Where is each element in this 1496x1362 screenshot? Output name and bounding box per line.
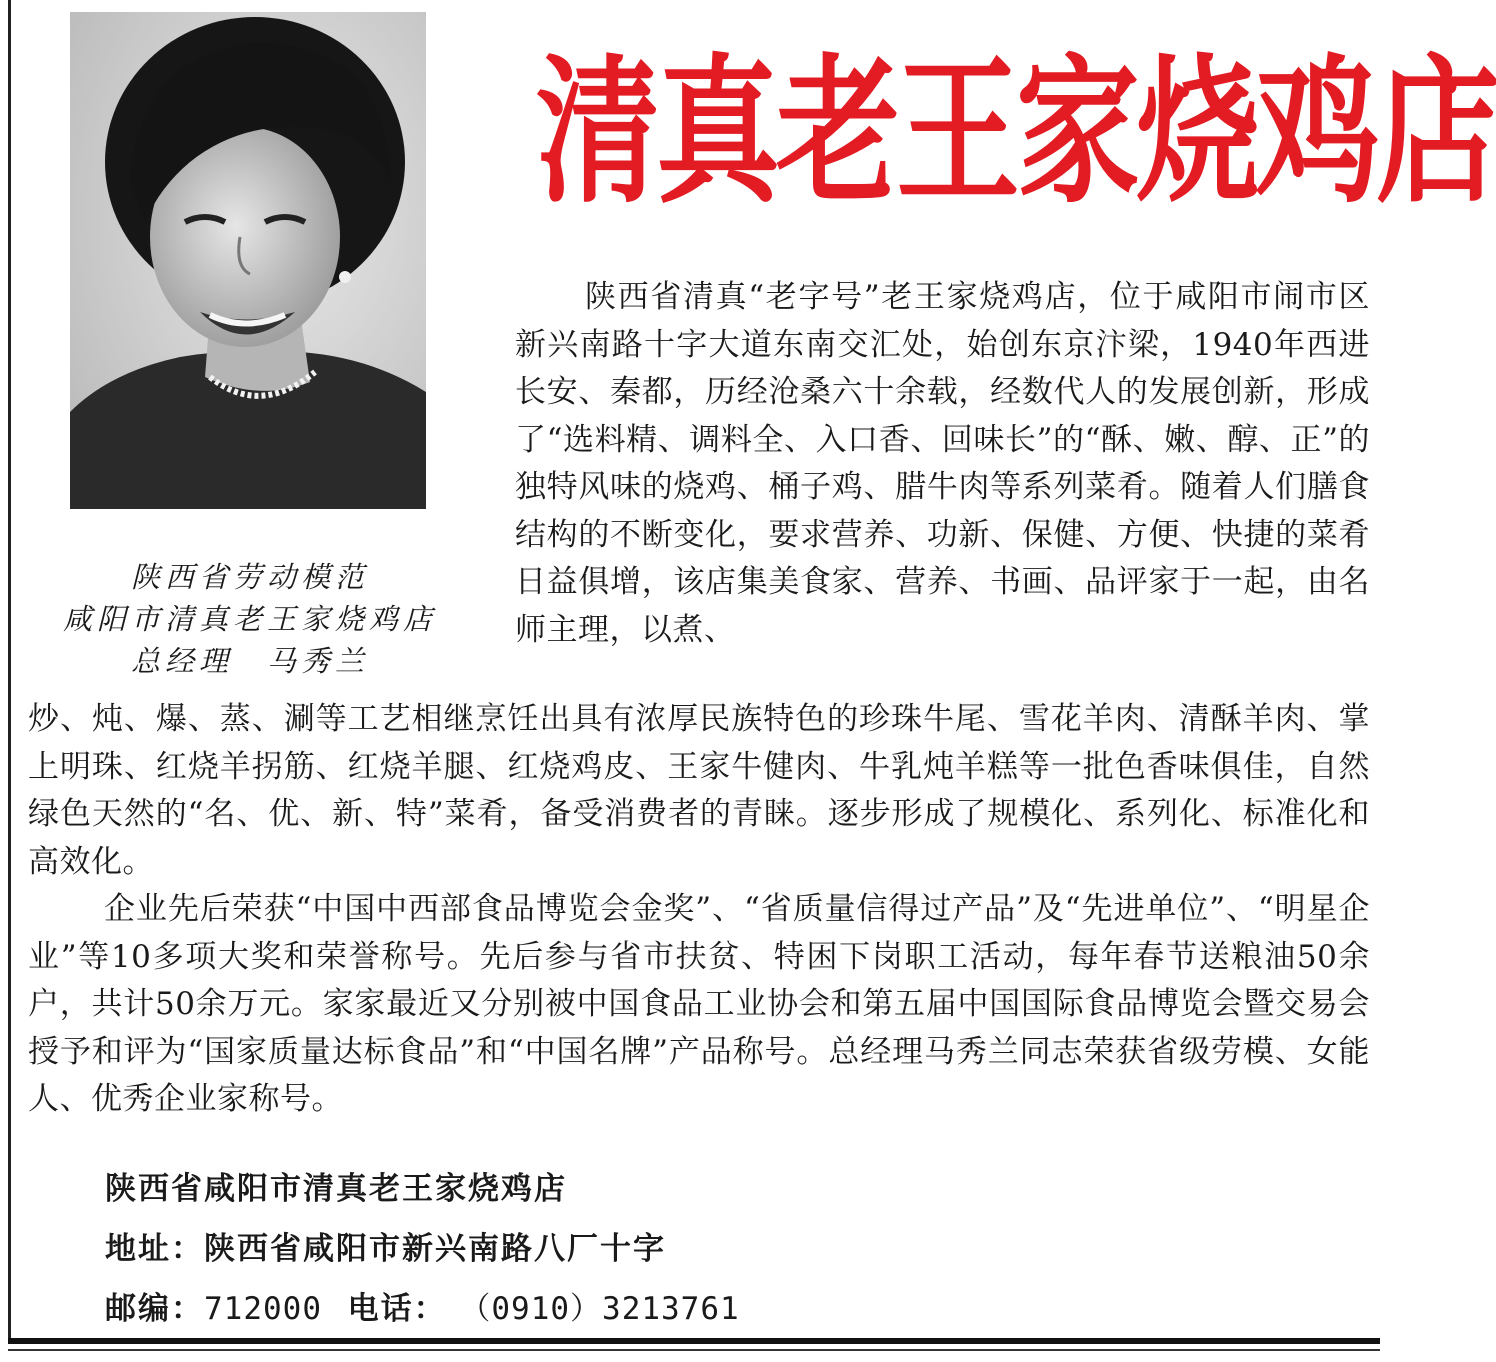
left-border-rule — [8, 0, 11, 1340]
postcode-label: 邮编： — [105, 1291, 204, 1327]
address-value: 陕西省咸阳市新兴南路八厂十字 — [204, 1231, 666, 1267]
photo-caption — [30, 556, 470, 682]
portrait-illustration — [70, 12, 426, 509]
caption-line-2: 咸阳市清真老王家烧鸡店 — [62, 602, 437, 636]
phone-label: 电话： — [347, 1291, 447, 1327]
article-paragraph-2: 企业先后荣获“中国中西部食品博览会金奖”、“省质量信得过产品”及“先进单位”、“明星企业”等10多项大奖和荣誉称号。先后参与省市扶贫、特困下岗职工活动，每年春节送粮油50余户，共计50余万元。家家最近又分别被中国食品工业协会和第五届中国国际食品博览会暨交易会授予和评为“国家质量达标食品”和“中国名牌”产品称号。总经理马秀兰同志荣获省级劳模、女能人、优秀企业家称号。 — [28, 891, 1370, 1117]
bottom-border-rule-thin — [8, 1349, 1380, 1351]
portrait-photo — [70, 12, 426, 509]
contact-footer — [105, 1166, 1005, 1346]
caption-line-3: 总经理 马秀兰 — [130, 644, 369, 678]
postcode-phone-line — [105, 1286, 1005, 1346]
article-paragraph-1-bottom: 炒、炖、爆、蒸、涮等工艺相继烹饪出具有浓厚民族特色的珍珠牛尾、雪花羊肉、清酥羊肉、掌上明珠、红烧羊拐筋、红烧羊腿、红烧鸡皮、王家牛健肉、牛乳炖羊糕等一批色香味俱佳，自然绿色天然的“名、优、新、特”菜肴，备受消费者的青睐。逐步形成了规模化、系列化、标准化和高效化。 — [28, 701, 1370, 880]
phone-value: （0910）3213761 — [459, 1291, 740, 1327]
postcode-value: 712000 — [204, 1291, 322, 1327]
address-label: 地址： — [105, 1231, 204, 1267]
company-name: 陕西省咸阳市清真老王家烧鸡店 — [105, 1171, 567, 1207]
page-title: 清真老王家烧鸡店 — [536, 41, 1496, 226]
address-line — [105, 1226, 1005, 1286]
article-paragraph-1-top: 陕西省清真“老字号”老王家烧鸡店，位于咸阳市闹市区新兴南路十字大道东南交汇处，始创东京汴梁，1940年西进长安、秦都，历经沧桑六十余载，经数代人的发展创新，形成了“选料精、调料全、入口香、回味长”的“酥、嫩、醇、正”的独特风味的烧鸡、桶子鸡、腊牛肉等系列菜肴。随着人们膳食结构的不断变化，要求营养、功新、保健、方便、快捷的菜肴日益俱增，该店集美食家、营养、书画、品评家于一起，由名师主理，以煮、 — [515, 279, 1370, 648]
caption-line-1: 陕西省劳动模范 — [130, 560, 369, 594]
